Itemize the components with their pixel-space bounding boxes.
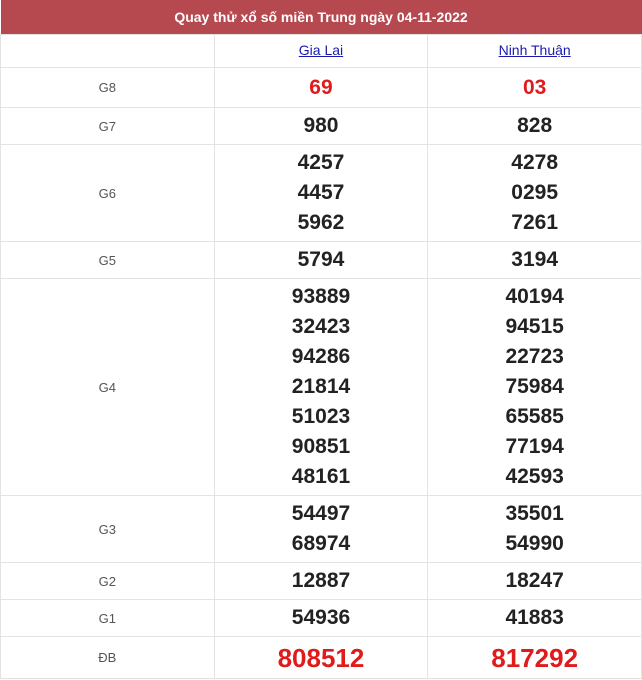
prize-row-g8 — [1, 68, 642, 108]
prize-value-cell — [214, 108, 428, 145]
prize-row-g7 — [1, 108, 642, 145]
prize-number: 808512 — [277, 642, 365, 673]
prize-label: G4 — [1, 279, 215, 496]
prize-number: 21814 — [291, 375, 351, 398]
prize-number: 77194 — [505, 435, 564, 458]
prize-number: 980 — [303, 114, 339, 137]
prize-number: 03 — [522, 75, 547, 99]
page-title: Quay thử xổ số miền Trung ngày 04-11-2022 — [1, 0, 642, 35]
prize-value-cell — [428, 496, 642, 563]
prize-value-cell — [428, 563, 642, 600]
prize-number: 32423 — [291, 315, 351, 338]
prize-value-cell — [428, 600, 642, 637]
prize-value-cell — [428, 279, 642, 496]
prize-label: G3 — [1, 496, 215, 563]
prize-number: 7261 — [511, 211, 559, 234]
prize-value-cell — [214, 600, 428, 637]
prize-value-cell — [214, 68, 428, 108]
prize-row-g4 — [1, 279, 642, 496]
prize-number: 40194 — [505, 285, 564, 308]
prize-number: 4457 — [297, 181, 345, 204]
prize-value-cell — [428, 242, 642, 279]
prize-number: 90851 — [291, 435, 351, 458]
prize-number: 68974 — [291, 532, 351, 555]
prize-row-g2 — [1, 563, 642, 600]
header-empty-cell — [1, 35, 215, 68]
prize-row-g1 — [1, 600, 642, 637]
prize-number: 22723 — [505, 345, 564, 368]
prize-number: 75984 — [505, 375, 564, 398]
prize-number: 54497 — [291, 502, 351, 525]
prize-label: ĐB — [1, 637, 215, 679]
prize-value-cell — [214, 145, 428, 242]
prize-number: 41883 — [505, 606, 564, 629]
prize-label: G2 — [1, 563, 215, 600]
prize-row-g3 — [1, 496, 642, 563]
prize-value-cell — [214, 496, 428, 563]
prize-value-cell — [428, 637, 642, 679]
prize-number: 817292 — [491, 642, 579, 673]
prize-rows — [1, 68, 642, 679]
prize-number: 12887 — [291, 569, 351, 592]
prize-value-cell — [428, 68, 642, 108]
prize-number: 5962 — [297, 211, 345, 234]
prize-number: 828 — [517, 114, 553, 137]
prize-row-g5 — [1, 242, 642, 279]
prize-number: 42593 — [505, 465, 564, 488]
prize-row-đb — [1, 637, 642, 679]
prize-value-cell — [428, 108, 642, 145]
prize-number: 69 — [309, 75, 333, 99]
prize-label: G1 — [1, 600, 215, 637]
prize-number: 35501 — [505, 502, 564, 525]
prize-number: 5794 — [297, 248, 345, 271]
prize-number: 18247 — [505, 569, 564, 592]
prize-number: 4278 — [511, 151, 559, 174]
prize-number: 54990 — [505, 532, 564, 555]
prize-number: 94286 — [291, 345, 351, 368]
prize-row-g6 — [1, 145, 642, 242]
prize-label: G6 — [1, 145, 215, 242]
prize-number: 4257 — [297, 151, 345, 174]
prize-value-cell — [214, 637, 428, 679]
prize-number: 51023 — [291, 405, 351, 428]
province-link-gia-lai[interactable]: Gia Lai — [298, 42, 344, 58]
prize-number: 65585 — [505, 405, 564, 428]
prize-label: G8 — [1, 68, 215, 108]
province-header-cell — [214, 35, 428, 68]
prize-number: 48161 — [291, 465, 351, 488]
prize-number: 3194 — [511, 248, 559, 271]
province-link-ninh-thuan[interactable]: Ninh Thuận — [498, 42, 571, 58]
prize-number: 0295 — [511, 181, 559, 204]
prize-number: 94515 — [505, 315, 564, 338]
province-header-row — [1, 35, 642, 68]
prize-value-cell — [214, 563, 428, 600]
prize-number: 93889 — [291, 285, 351, 308]
prize-label: G7 — [1, 108, 215, 145]
province-header-cell — [428, 35, 642, 68]
prize-value-cell — [214, 279, 428, 496]
prize-number: 54936 — [291, 606, 351, 629]
prize-label: G5 — [1, 242, 215, 279]
prize-value-cell — [214, 242, 428, 279]
prize-value-cell — [428, 145, 642, 242]
